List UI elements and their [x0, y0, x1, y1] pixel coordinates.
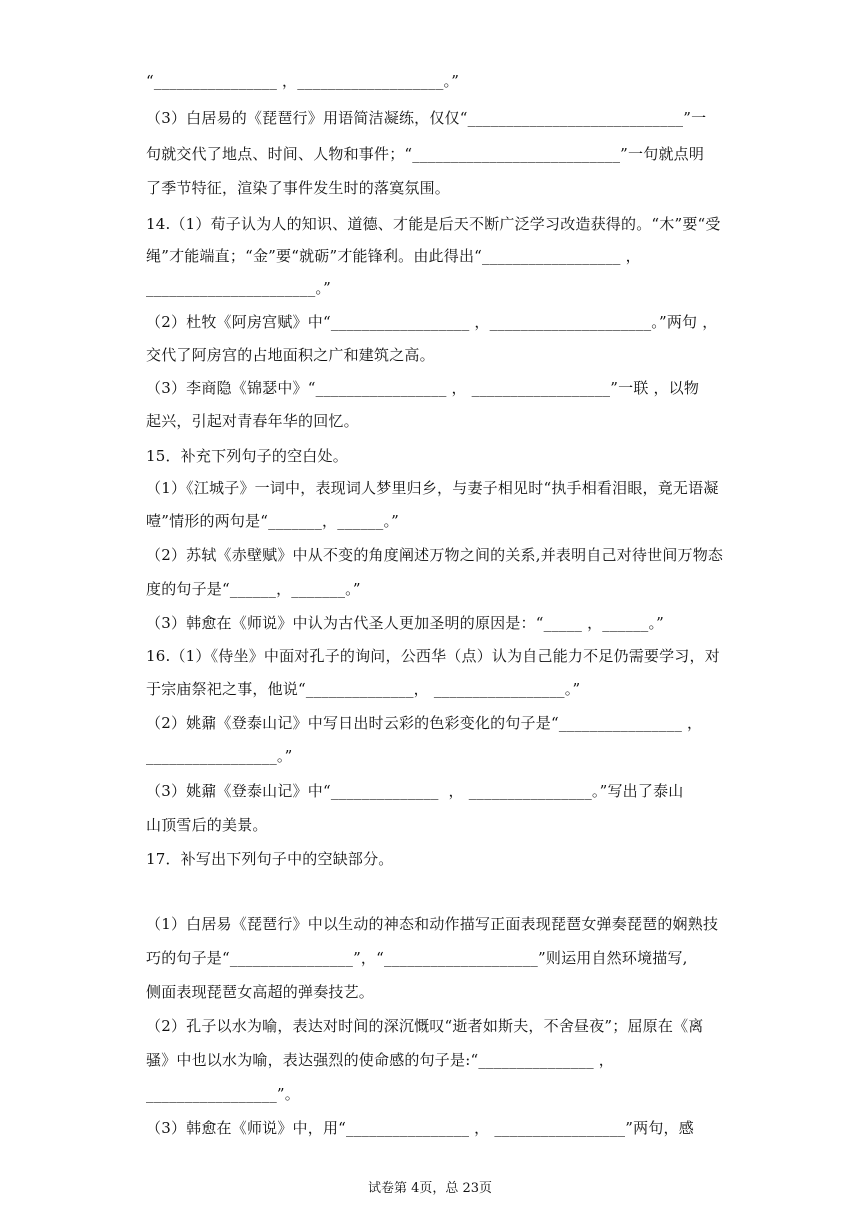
text-line: （3）韩愈在《师说》中，用“________________ ， _________________”两句，感 — [146, 1119, 694, 1137]
text-line: 绳”才能端直；“金”要“就砺”才能锋利。由此得出“__________________ ， — [146, 247, 641, 265]
text-line: （2）苏轼《赤壁赋》中从不变的角度阐述万物之间的关系,并表明自己对待世间万物态 — [146, 546, 724, 564]
question-14-line: 14.（1）荀子认为人的知识、道德、才能是后天不断广泛学习改造获得的。“木”要“受 — [146, 215, 721, 233]
text-line: （2）姚鼐《登泰山记》中写日出时云彩的色彩变化的句子是“________________ ， — [146, 714, 703, 732]
text-line: 噎”情形的两句是“_______，______。” — [146, 512, 400, 530]
text-line: 巧的句子是“________________”，“____________________”则运用自然环境描写, — [146, 949, 688, 967]
text-line: 度的句子是“______，_______。” — [146, 580, 361, 598]
text-line: （1）白居易《琵琶行》中以生动的神态和动作描写正面表现琵琶女弹奏琵琶的娴熟技 — [146, 915, 719, 933]
text-line: “________________ ，___________________。” — [146, 72, 460, 90]
question-17-heading: 17．补写出下列句子中的空缺部分。 — [146, 850, 394, 868]
text-line: 了季节特征，渲染了事件发生时的落寞氛围。 — [146, 179, 451, 197]
text-line: （3）姚鼐《登泰山记》中“______________ ， ________________。”写出了泰山 — [146, 782, 684, 800]
question-15-heading: 15．补充下列句子的空白处。 — [146, 447, 348, 465]
text-line: 于宗庙祭祀之事，他说“______________， _________________。” — [146, 680, 581, 698]
text-line: （3）李商隐《锦瑟中》“_________________ ， __________________”一联 ，以物 — [146, 379, 700, 397]
page-footer: 试卷第 4页，总 23页 — [367, 1181, 493, 1196]
text-line: （3）白居易的《琵琶行》用语简洁凝练，仅仅“____________________________”一 — [146, 109, 707, 127]
text-line: 句就交代了地点、时间、人物和事件；“___________________________”一句就点明 — [146, 145, 705, 163]
text-line: 骚》中也以水为喻，表达强烈的使命感的句子是:“_______________ ， — [146, 1051, 614, 1069]
text-line: （3）韩愈在《师说》中认为古代圣人更加圣明的原因是：“_____ ，______。” — [146, 614, 665, 632]
text-line: （1）《江城子》一词中，表现词人梦里归乡，与妻子相见时“执手相看泪眼，竟无语凝 — [146, 479, 719, 497]
text-line: ______________________。” — [146, 279, 331, 297]
text-line: 交代了阿房宫的占地面积之广和建筑之高。 — [146, 346, 435, 364]
question-16-line: 16.（1）《侍坐》中面对孔子的询问，公西华（点）认为自己能力不足仍需要学习，对 — [146, 647, 720, 665]
text-line: （2）杜牧《阿房宫赋》中“__________________ ，_____________________。”两句 ， — [146, 313, 718, 331]
text-line: （2）孔子以水为喻，表达对时间的深沉慨叹“逝者如斯夫，不舍昼夜”；屈原在《离 — [146, 1017, 704, 1035]
text-line: 山顶雪后的美景。 — [146, 816, 268, 834]
text-line: _________________。” — [146, 747, 293, 765]
text-line: _________________”。 — [146, 1085, 300, 1103]
text-line: 起兴，引起对青春年华的回忆。 — [146, 412, 359, 430]
text-line: 侧面表现琵琶女高超的弹奏技艺。 — [146, 983, 375, 1001]
